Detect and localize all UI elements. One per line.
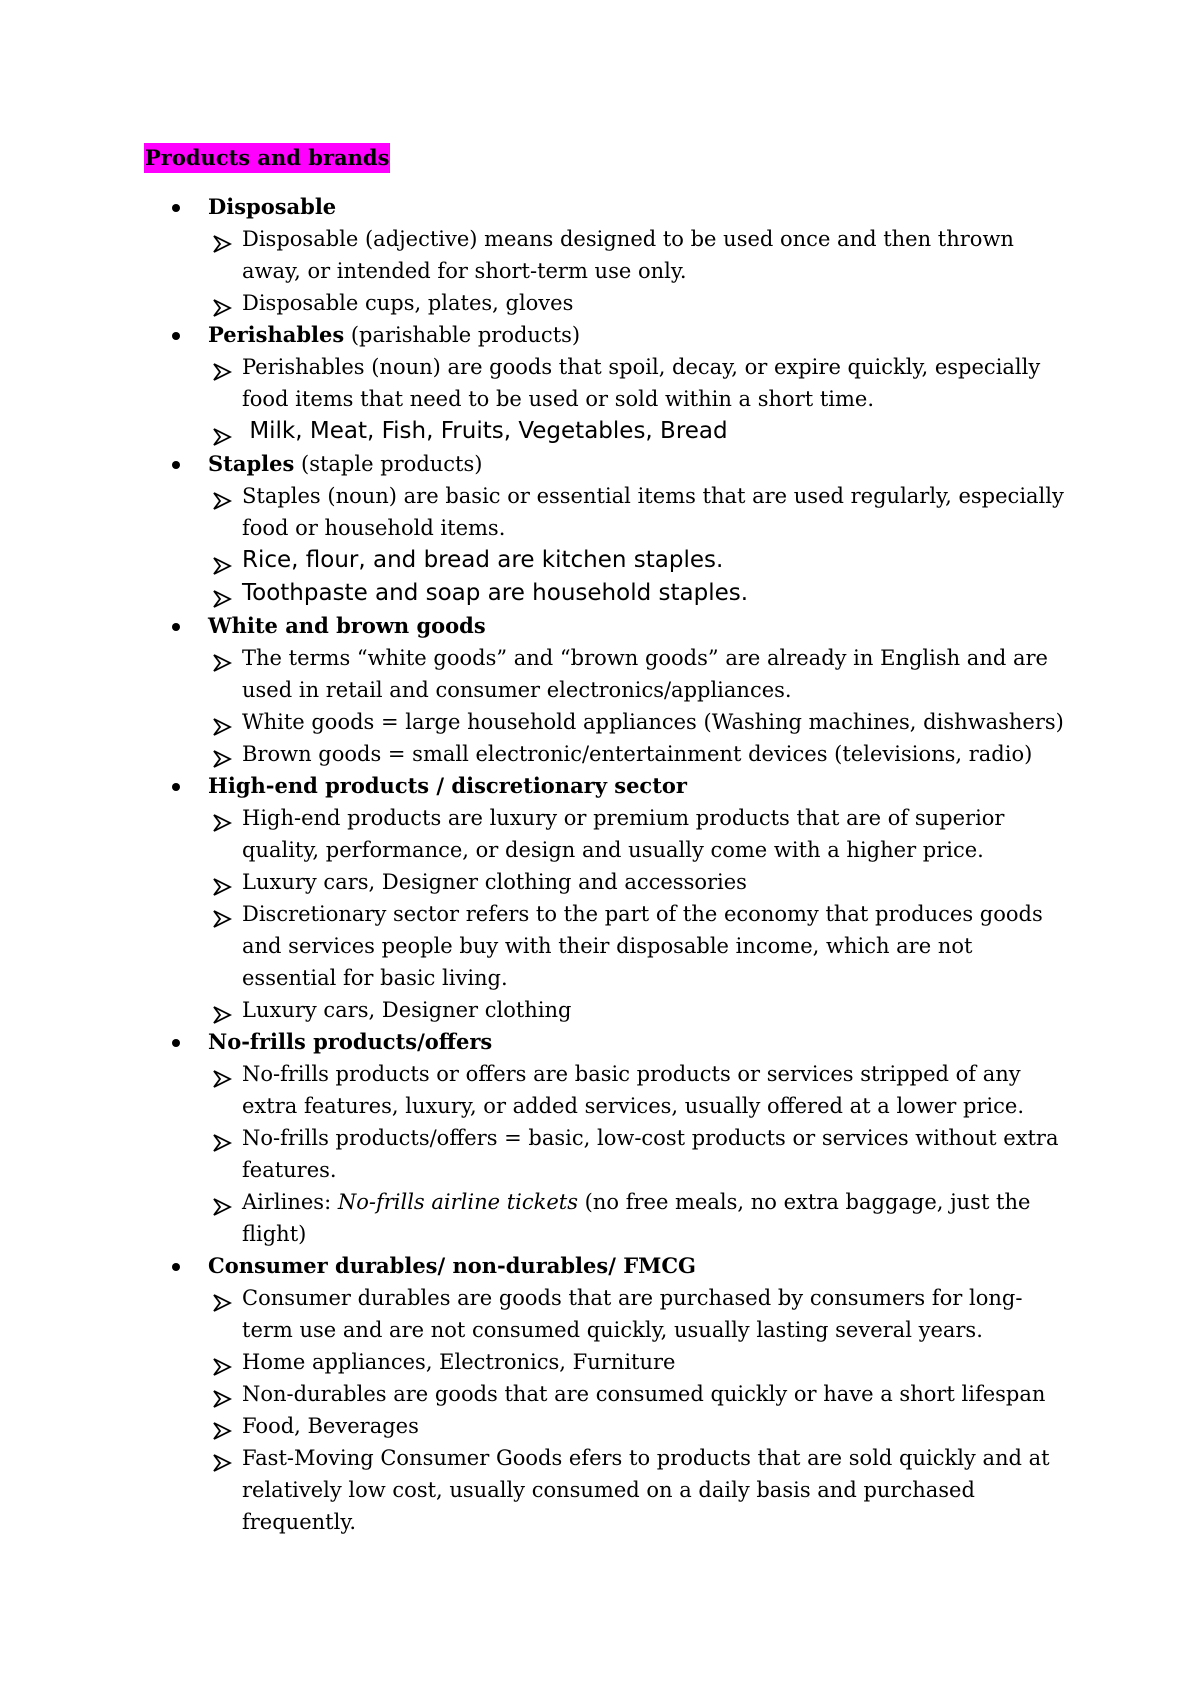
topic-term: No-frills products/offers [208, 1029, 493, 1054]
arrowhead-bullet-icon [212, 1289, 232, 1307]
arrowhead-bullet-icon [212, 552, 232, 570]
sub-item [208, 1378, 1064, 1410]
sub-item-list [208, 351, 1064, 448]
arrowhead-bullet-icon [212, 230, 232, 248]
sub-item [208, 1410, 1064, 1442]
sub-item [208, 898, 1064, 994]
topic-heading [208, 610, 1064, 642]
arrowhead-bullet-icon [212, 905, 232, 923]
topic-term: High-end products / discretionary sector [208, 773, 687, 798]
arrowhead-bullet-icon [212, 649, 232, 667]
sub-item [208, 287, 1064, 319]
sub-item-list [208, 1282, 1064, 1538]
topic-heading [208, 319, 1064, 351]
arrowhead-bullet-icon [212, 1193, 232, 1211]
topic-term: Consumer durables/ non-durables/ FMCG [208, 1253, 696, 1278]
topic-qualifier: (parishable products) [344, 323, 581, 347]
sub-item [208, 1058, 1064, 1122]
sub-item-list [208, 223, 1064, 319]
sub-item-text: Staples (noun) are basic or essential items that are used regularly, especially food or household items. [242, 484, 1071, 540]
arrowhead-bullet-icon [212, 873, 232, 891]
sub-item-list [208, 1058, 1064, 1250]
sub-item [208, 1346, 1064, 1378]
sub-item-suffix: (no free meals, no extra baggage, just the flight) [242, 1190, 1031, 1246]
sub-item [208, 415, 1064, 448]
sub-item-text: Toothpaste and soap are household staples. [242, 580, 749, 606]
sub-item [208, 994, 1064, 1026]
arrowhead-bullet-icon [212, 423, 232, 441]
topic-term: Disposable [208, 194, 337, 219]
sub-item-text: The terms “white goods” and “brown goods” are already in English and are used in retail and consumer electronics/appliances. [242, 646, 1055, 702]
sub-item-text: Discretionary sector refers to the part of the economy that produces goods and services people buy with their disposable income, which are not essential for basic living. [242, 902, 1050, 990]
topic-list [144, 191, 1071, 1538]
sub-item-text: No-frills products or offers are basic products or services stripped of any extra features, luxury, or added services, usually offered at a lower price. [242, 1062, 1028, 1118]
arrowhead-bullet-icon [212, 585, 232, 603]
arrowhead-bullet-icon [212, 1449, 232, 1467]
topic-item [144, 1250, 1064, 1538]
sub-item-text: Disposable cups, plates, gloves [242, 291, 574, 315]
bullet-dot-icon [172, 1263, 180, 1271]
sub-item-text: High-end products are luxury or premium products that are of superior quality, performance, or design and usually come with a higher price. [242, 806, 1012, 862]
arrowhead-bullet-icon [212, 487, 232, 505]
sub-item [208, 1186, 1064, 1250]
sub-item-text: White goods = large household appliances (Washing machines, dishwashers) [242, 710, 1064, 734]
topic-item [144, 319, 1064, 448]
topic-term: Staples [208, 451, 295, 476]
sub-item [208, 544, 1064, 577]
sub-item-text: Brown goods = small electronic/entertainment devices (televisions, radio) [242, 742, 1033, 766]
bullet-dot-icon [172, 783, 180, 791]
sub-item-text: Rice, flour, and bread are kitchen staples. [242, 547, 724, 573]
topic-heading [208, 1250, 1064, 1282]
arrowhead-bullet-icon [212, 809, 232, 827]
arrowhead-bullet-icon [212, 294, 232, 312]
sub-item [208, 866, 1064, 898]
topic-heading [208, 448, 1064, 480]
topic-item [144, 191, 1064, 319]
topic-heading [208, 191, 1064, 223]
arrowhead-bullet-icon [212, 1065, 232, 1083]
sub-item-list [208, 802, 1064, 1026]
topic-qualifier: (staple products) [294, 452, 483, 476]
topic-heading [208, 1026, 1064, 1058]
sub-item-text: Perishables (noun) are goods that spoil, decay, or expire quickly, especially food items that need to be used or sold within a short time. [242, 355, 1047, 411]
arrowhead-bullet-icon [212, 358, 232, 376]
arrowhead-bullet-icon [212, 1385, 232, 1403]
topic-term: White and brown goods [208, 613, 486, 638]
arrowhead-bullet-icon [212, 1001, 232, 1019]
bullet-dot-icon [172, 1039, 180, 1047]
sub-item [208, 1122, 1064, 1186]
topic-item [144, 448, 1071, 610]
sub-item-text: Milk, Meat, Fish, Fruits, Vegetables, Bread [242, 418, 728, 444]
sub-item [208, 351, 1064, 415]
arrowhead-bullet-icon [212, 1129, 232, 1147]
bullet-dot-icon [172, 204, 180, 212]
sub-item-text: No-frills products/offers = basic, low-cost products or services without extra features. [242, 1126, 1066, 1182]
sub-item-text: Luxury cars, Designer clothing and accessories [242, 870, 747, 894]
sub-item [208, 577, 1064, 610]
sub-item [208, 480, 1071, 544]
sub-item-text: Non-durables are goods that are consumed quickly or have a short lifespan [242, 1382, 1046, 1406]
sub-item [208, 223, 1064, 287]
sub-item-text: Disposable (adjective) means designed to be used once and then thrown away, or intended for short-term use only. [242, 227, 1021, 283]
sub-item-text: Home appliances, Electronics, Furniture [242, 1350, 676, 1374]
sub-item [208, 802, 1064, 866]
sub-item [208, 1282, 1064, 1346]
sub-item-prefix: Airlines: [242, 1190, 338, 1214]
topic-item [144, 610, 1064, 770]
sub-item-list [208, 642, 1064, 770]
sub-item-list [208, 480, 1071, 610]
sub-item-text: Consumer durables are goods that are purchased by consumers for long-term use and are not consumed quickly, usually lasting several years. [242, 1286, 1023, 1342]
sub-item [208, 642, 1064, 706]
topic-term: Perishables [208, 322, 345, 347]
sub-item [208, 1442, 1064, 1538]
title-row [144, 143, 1064, 191]
sub-item-emphasis: No-frills airline tickets [337, 1190, 578, 1214]
topic-item [144, 770, 1064, 1026]
arrowhead-bullet-icon [212, 745, 232, 763]
document-title: Products and brands [144, 143, 390, 173]
topic-item [144, 1026, 1064, 1250]
bullet-dot-icon [172, 461, 180, 469]
document-body [144, 143, 1071, 1538]
sub-item-text: Food, Beverages [242, 1414, 419, 1438]
sub-item [208, 738, 1064, 770]
sub-item-text: Luxury cars, Designer clothing [242, 998, 572, 1022]
arrowhead-bullet-icon [212, 1353, 232, 1371]
arrowhead-bullet-icon [212, 713, 232, 731]
topic-heading [208, 770, 1064, 802]
bullet-dot-icon [172, 623, 180, 631]
arrowhead-bullet-icon [212, 1417, 232, 1435]
sub-item-text: Fast-Moving Consumer Goods efers to products that are sold quickly and at relatively low cost, usually consumed on a daily basis and purchased frequently. [242, 1446, 1057, 1534]
sub-item [208, 706, 1064, 738]
bullet-dot-icon [172, 332, 180, 340]
